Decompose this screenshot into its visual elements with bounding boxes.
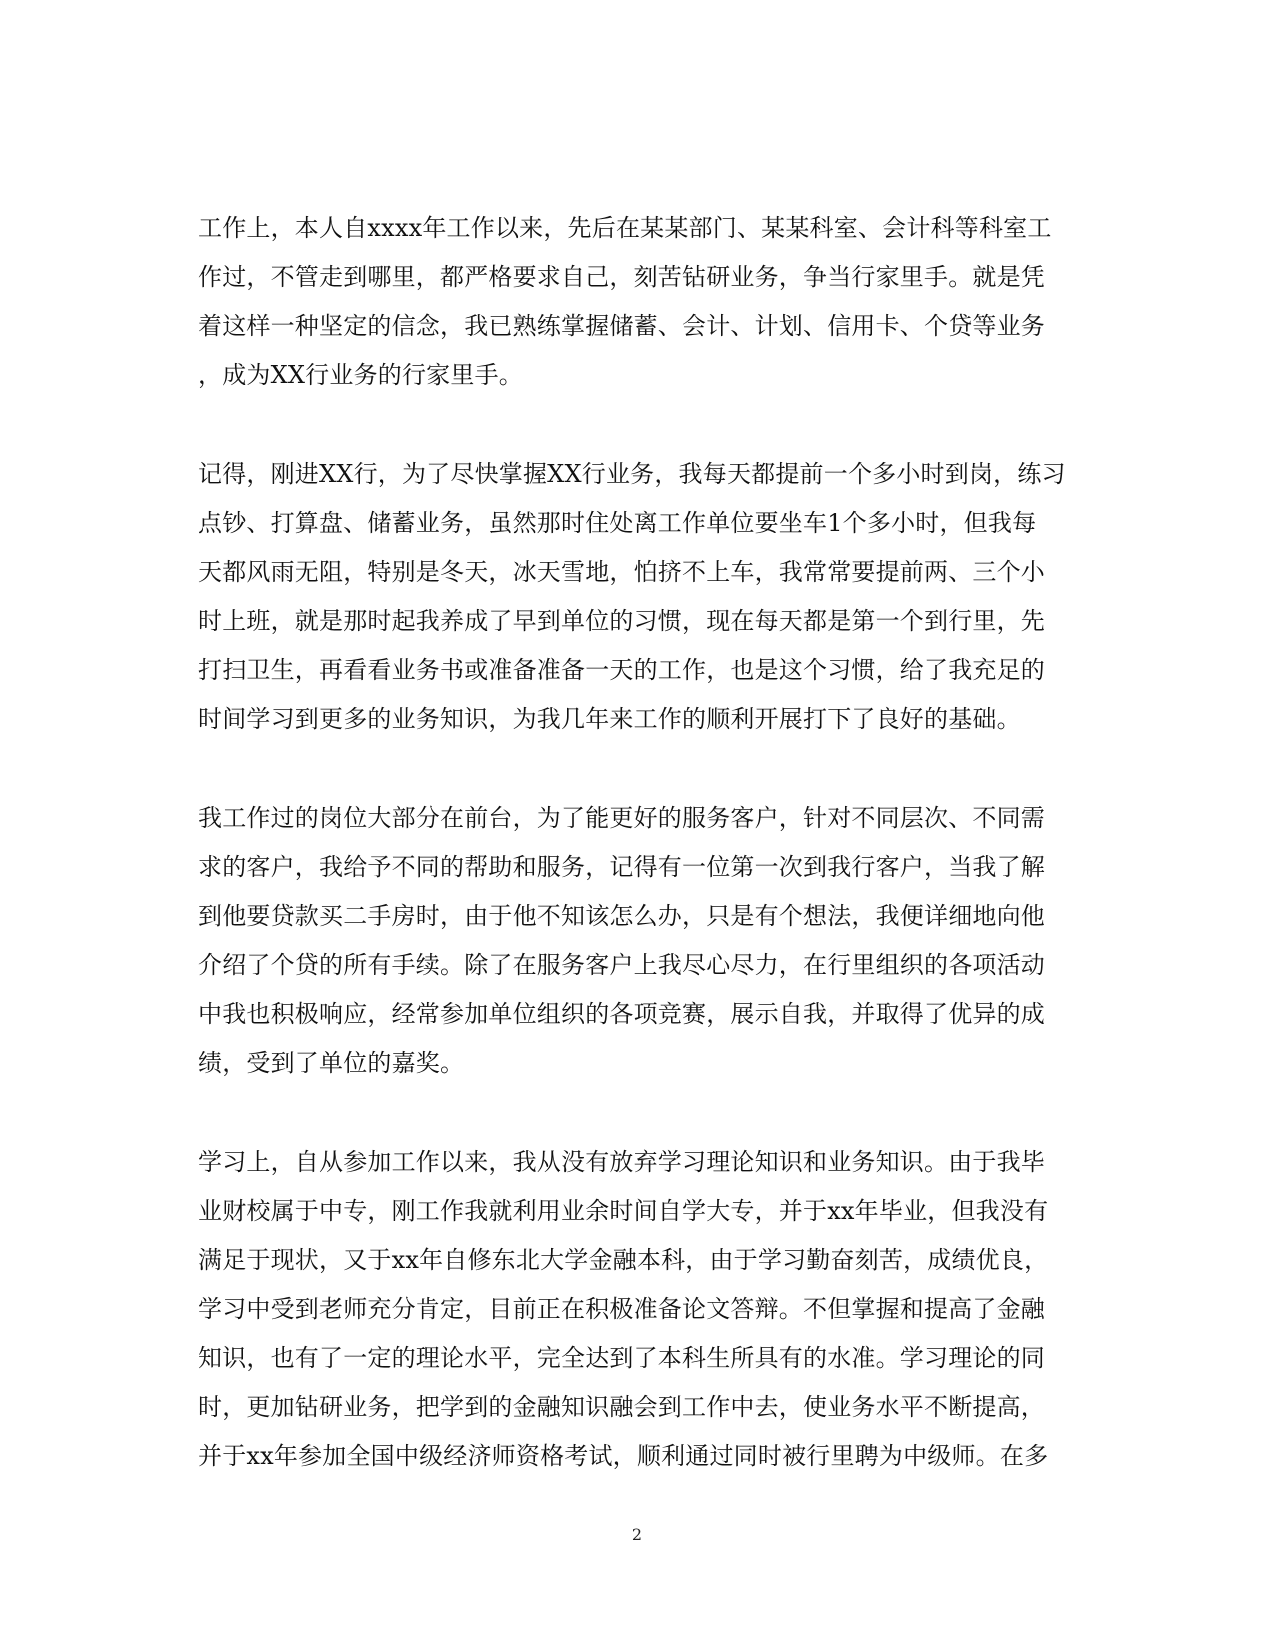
paragraph-work-experience (198, 204, 1074, 400)
text-line: 天都风雨无阻，特别是冬天，冰天雪地，怕挤不上车，我常常要提前两、三个小 (198, 558, 1045, 586)
text-line: 绩，受到了单位的嘉奖。 (198, 1049, 465, 1077)
paragraph-early-arrival (198, 450, 1074, 744)
text-line: 工作上，本人自xxxx年工作以来，先后在某某部门、某某科室、会计科等科室工 (198, 214, 1052, 242)
text-line: 学习上，自从参加工作以来，我从没有放弃学习理论知识和业务知识。由于我毕 (198, 1148, 1045, 1176)
text-line: 并于xx年参加全国中级经济师资格考试，顺利通过同时被行里聘为中级师。在多 (198, 1442, 1049, 1470)
text-line: 学习中受到老师充分肯定，目前正在积极准备论文答辩。不但掌握和提高了金融 (198, 1295, 1045, 1323)
paragraph-customer-service (198, 794, 1074, 1088)
text-line: 求的客户，我给予不同的帮助和服务，记得有一位第一次到我行客户，当我了解 (198, 853, 1045, 881)
paragraph-study (198, 1138, 1074, 1481)
text-line: 时间学习到更多的业务知识，为我几年来工作的顺利开展打下了良好的基础。 (198, 705, 1021, 733)
text-line: 作过，不管走到哪里，都严格要求自己，刻苦钻研业务，争当行家里手。就是凭 (198, 263, 1045, 291)
text-line: 中我也积极响应，经常参加单位组织的各项竞赛，展示自我，并取得了优异的成 (198, 1000, 1045, 1028)
text-line: 点钞、打算盘、储蓄业务，虽然那时住处离工作单位要坐车1个多小时，但我每 (198, 509, 1037, 537)
text-line: 知识，也有了一定的理论水平，完全达到了本科生所具有的水准。学习理论的同 (198, 1344, 1045, 1372)
text-line: 时，更加钻研业务，把学到的金融知识融会到工作中去，使业务水平不断提高， (198, 1393, 1045, 1421)
text-line: 到他要贷款买二手房时，由于他不知该怎么办，只是有个想法，我便详细地向他 (198, 902, 1045, 930)
text-line: 着这样一种坚定的信念，我已熟练掌握储蓄、会计、计划、信用卡、个贷等业务 (198, 312, 1045, 340)
text-line: 我工作过的岗位大部分在前台，为了能更好的服务客户，针对不同层次、不同需 (198, 804, 1045, 832)
text-line: 打扫卫生，再看看业务书或准备准备一天的工作，也是这个习惯，给了我充足的 (198, 656, 1045, 684)
text-line: 介绍了个贷的所有手续。除了在服务客户上我尽心尽力，在行里组织的各项活动 (198, 951, 1045, 979)
text-line: 满足于现状，又于xx年自修东北大学金融本科，由于学习勤奋刻苦，成绩优良， (198, 1246, 1049, 1274)
text-line: 时上班，就是那时起我养成了早到单位的习惯，现在每天都是第一个到行里，先 (198, 607, 1045, 635)
text-line: ，成为XX行业务的行家里手。 (198, 361, 523, 389)
text-line: 记得，刚进XX行，为了尽快掌握XX行业务，我每天都提前一个多小时到岗，练习 (198, 460, 1066, 488)
page-number: 2 (631, 1525, 643, 1544)
document-body (198, 204, 1074, 1531)
text-line: 业财校属于中专，刚工作我就利用业余时间自学大专，并于xx年毕业，但我没有 (198, 1197, 1049, 1225)
